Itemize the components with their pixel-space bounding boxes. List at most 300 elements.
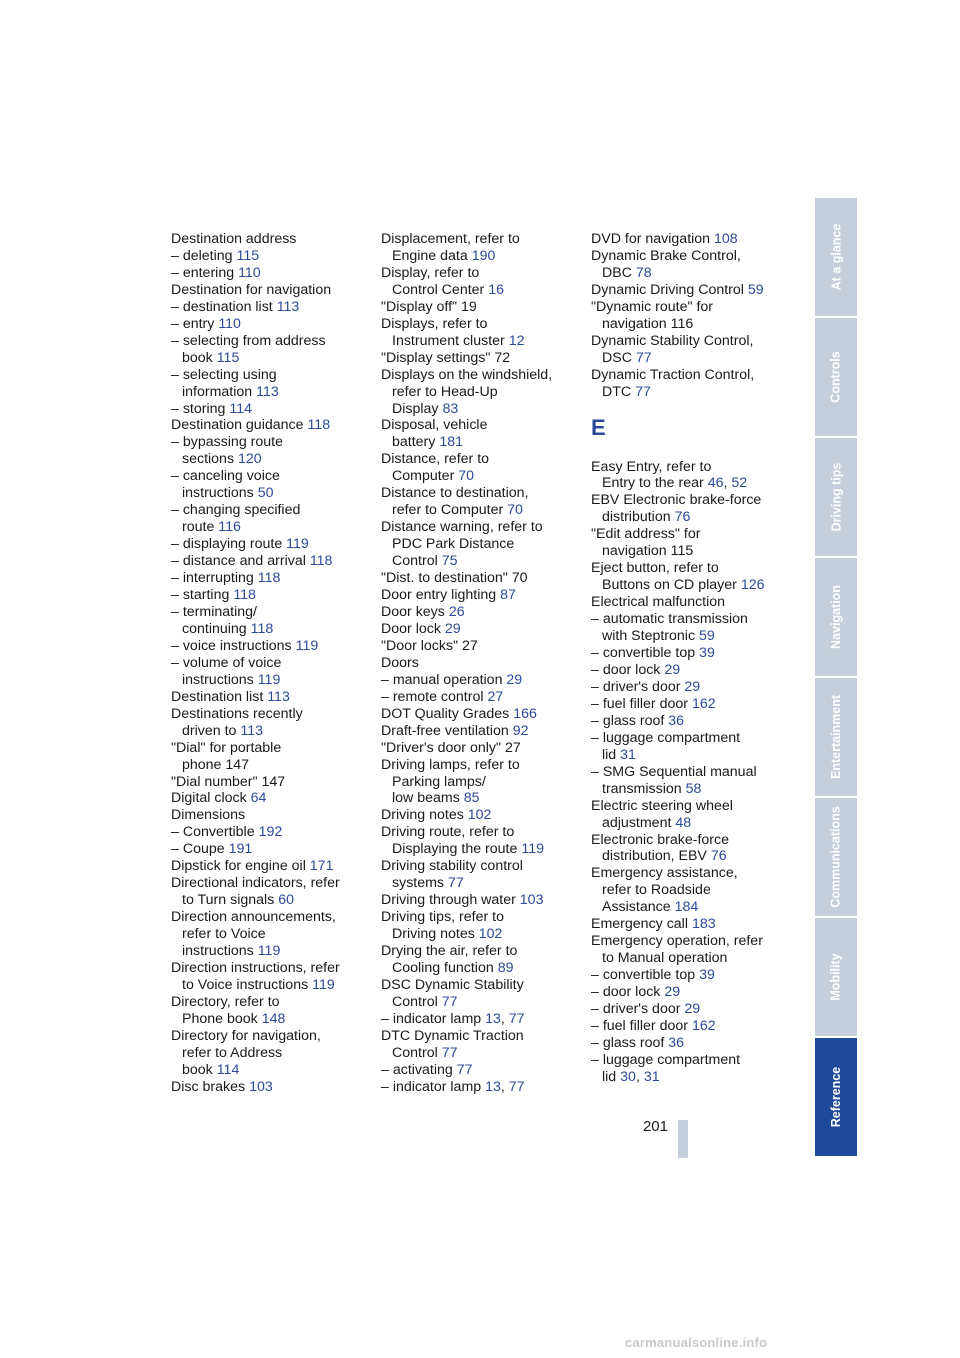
- page-link[interactable]: 78: [635, 264, 652, 281]
- page-link[interactable]: 29: [664, 661, 681, 678]
- index-entry: [171, 248, 371, 265]
- index-entry-text: Assistance: [602, 899, 671, 916]
- index-entry-text: "Display settings" 72: [381, 349, 511, 366]
- index-entry: [171, 333, 371, 350]
- index-entry-text: phone 147: [182, 756, 250, 773]
- index-entry: [171, 858, 371, 875]
- index-entry: [381, 316, 581, 333]
- index-entry: [171, 485, 371, 502]
- index-entry-text: refer to Voice: [182, 926, 266, 943]
- index-entry: [591, 577, 791, 594]
- index-entry: [591, 984, 791, 1001]
- index-entry: [591, 747, 791, 764]
- index-entry: – indicator lamp 13, 77: [381, 1010, 525, 1027]
- index-entry-text: – automatic transmission: [591, 611, 748, 628]
- index-entry-text: DSC: [602, 349, 632, 366]
- page-link[interactable]: 118: [250, 620, 274, 637]
- index-entry: [381, 807, 581, 824]
- index-entry: [591, 265, 791, 282]
- index-entry: [591, 594, 791, 611]
- page-link[interactable]: 77: [447, 875, 464, 892]
- index-entry: [171, 1045, 371, 1062]
- index-entry: [381, 333, 581, 350]
- index-entry: [381, 926, 581, 943]
- index-entry-text: book: [182, 1061, 213, 1078]
- index-entry: [381, 553, 581, 570]
- page-link[interactable]: 13: [485, 1078, 501, 1095]
- page-link[interactable]: 85: [463, 790, 480, 807]
- index-entry: [591, 1001, 791, 1018]
- index-entry-text: Direction instructions, refer: [171, 959, 340, 976]
- index-entry: [381, 994, 581, 1011]
- index-entry-text: – glass roof: [591, 712, 665, 729]
- index-entry-text: Directory for navigation,: [171, 1027, 321, 1044]
- page-link[interactable]: 162: [691, 1017, 716, 1034]
- index-entry-text: Driving tips, refer to: [381, 909, 504, 926]
- index-entry-text: DSC Dynamic Stability: [381, 976, 524, 993]
- index-entry: [591, 1052, 791, 1069]
- page-link[interactable]: 118: [257, 570, 281, 587]
- index-entry: [381, 1028, 581, 1045]
- page-link[interactable]: 59: [699, 628, 715, 645]
- index-entry-text: Parking lamps/: [392, 773, 486, 790]
- index-entry: [381, 434, 581, 451]
- index-entry-text: – destination list: [171, 298, 273, 315]
- page-link[interactable]: 190: [471, 247, 496, 264]
- index-entry-text: systems: [392, 875, 445, 892]
- index-entry: [171, 1079, 371, 1096]
- index-entry: [171, 655, 371, 672]
- index-entry: [171, 417, 371, 434]
- tab-driving-tips[interactable]: [815, 438, 857, 556]
- page-link[interactable]: 39: [699, 967, 715, 984]
- index-entry-text: DTC: [602, 383, 632, 400]
- page-link[interactable]: 70: [507, 502, 523, 519]
- page-link[interactable]: 116: [218, 519, 241, 536]
- index-entry-text: Electronic brake-force: [591, 831, 729, 848]
- index-entry: [591, 848, 791, 865]
- index-entry-text: refer to Computer: [392, 502, 504, 519]
- index-entry: [591, 231, 791, 248]
- index-entry: [171, 316, 371, 333]
- index-entry: [381, 689, 581, 706]
- page-link[interactable]: 77: [441, 993, 458, 1010]
- index-entry: [591, 798, 791, 815]
- footer-watermark: carmanualsonline.info: [625, 1335, 768, 1350]
- page-link[interactable]: 113: [240, 722, 263, 739]
- index-entry: [171, 367, 371, 384]
- index-entry: [591, 509, 791, 526]
- page-link[interactable]: 12: [508, 332, 525, 349]
- page-link[interactable]: 191: [228, 841, 253, 858]
- tab-mobility[interactable]: [815, 918, 857, 1036]
- tab-communications[interactable]: [815, 798, 857, 916]
- index-entry-text: – distance and arrival: [171, 553, 306, 570]
- page-number-bar: [678, 1120, 688, 1158]
- index-entry: [171, 502, 371, 519]
- index-entry-text: lid: [602, 1068, 617, 1085]
- index-entry-text: navigation 116: [602, 315, 694, 332]
- index-entry-text: refer to Address: [182, 1044, 283, 1061]
- index-entry: [171, 350, 371, 367]
- index-entry-text: Distance to destination,: [381, 485, 529, 502]
- index-entry-text: book: [182, 349, 213, 366]
- index-entry: [171, 740, 371, 757]
- index-entry: [171, 604, 371, 621]
- index-entry-text: navigation 115: [602, 543, 694, 560]
- index-entry-text: Easy Entry, refer to: [591, 458, 712, 475]
- page-link[interactable]: 114: [216, 1061, 240, 1078]
- index-entry-text: – luggage compartment: [591, 1051, 741, 1068]
- page-link[interactable]: 26: [448, 603, 465, 620]
- index-entry: [381, 519, 581, 536]
- index-entry: [381, 468, 581, 485]
- index-entry-text: distribution, EBV: [602, 848, 707, 865]
- page-link[interactable]: 110: [238, 264, 261, 281]
- index-entry-text: – voice instructions: [171, 637, 292, 654]
- page-link[interactable]: 46: [707, 475, 724, 492]
- index-entry: [381, 638, 581, 655]
- index-entry-text: – activating: [381, 1061, 453, 1078]
- index-entry: [171, 570, 371, 587]
- page-link[interactable]: 60: [278, 892, 295, 909]
- index-entry-text: Driving notes: [381, 807, 464, 824]
- index-entry: [381, 621, 581, 638]
- page-link[interactable]: 83: [442, 400, 459, 417]
- index-entry: [591, 916, 791, 933]
- page-link[interactable]: 184: [674, 899, 699, 916]
- index-entry: [381, 1062, 581, 1079]
- page-number: 201: [642, 1118, 668, 1135]
- index-entry: [591, 560, 791, 577]
- tab-label: Navigation: [829, 585, 843, 649]
- index-entry: [171, 824, 371, 841]
- index-entry-text: Door keys: [381, 603, 445, 620]
- page-link[interactable]: 148: [261, 1010, 286, 1027]
- index-entry: [591, 350, 791, 367]
- index-entry-text: – storing: [171, 400, 226, 417]
- index-entry: [591, 865, 791, 882]
- index-entry: [381, 841, 581, 858]
- index-entry-text: to Turn signals: [182, 892, 275, 909]
- index-entry-text: Draft-free ventilation: [381, 722, 509, 739]
- page-link[interactable]: 115: [216, 349, 240, 366]
- index-entry: [591, 1018, 791, 1035]
- index-entry: [171, 807, 371, 824]
- page-link[interactable]: 119: [521, 841, 544, 858]
- index-entry: [381, 774, 581, 791]
- page-link[interactable]: 29: [684, 678, 701, 695]
- index-entry-text: Door lock: [381, 620, 441, 637]
- index-entry-text: PDC Park Distance: [392, 536, 515, 553]
- index-entry-text: Phone book: [182, 1010, 258, 1027]
- index-entry: [171, 774, 371, 791]
- page-link[interactable]: 58: [685, 780, 702, 797]
- index-entry-text: Distance warning, refer to: [381, 519, 543, 536]
- tab-reference[interactable]: [815, 1038, 857, 1156]
- page-link[interactable]: 119: [286, 536, 309, 553]
- page-link[interactable]: 77: [508, 1078, 525, 1095]
- index-entry: [381, 706, 581, 723]
- index-entry: [591, 832, 791, 849]
- index-entry-text: Distance, refer to: [381, 451, 490, 468]
- page-link[interactable]: 119: [257, 671, 281, 688]
- index-entry: [591, 662, 791, 679]
- index-entry-text: Directional indicators, refer: [171, 875, 340, 892]
- page-link[interactable]: 102: [467, 807, 492, 824]
- index-entry-text: Emergency operation, refer: [591, 933, 763, 950]
- index-entry: Entry to the rear 46, 52: [602, 475, 748, 492]
- index-entry-text: Display: [392, 400, 439, 417]
- index-entry-text: Disc brakes: [171, 1078, 246, 1095]
- page-link[interactable]: 27: [487, 688, 504, 705]
- index-entry-text: Driving notes: [392, 926, 475, 943]
- index-entry-text: Cooling function: [392, 959, 494, 976]
- index-entry: [591, 611, 791, 628]
- index-entry: [381, 536, 581, 553]
- index-entry-text: – Convertible: [171, 824, 255, 841]
- index-entry: [171, 672, 371, 689]
- index-entry-text: Control: [392, 1044, 438, 1061]
- index-entry-text: Dynamic Driving Control: [591, 281, 744, 298]
- page-link[interactable]: 166: [513, 705, 537, 722]
- index-entry-text: – displaying route: [171, 536, 283, 553]
- index-entry: – indicator lamp 13, 77: [381, 1078, 525, 1095]
- page-link[interactable]: 31: [620, 746, 636, 763]
- index-entry: [381, 604, 581, 621]
- index-entry-text: – remote control: [381, 688, 484, 705]
- page-link[interactable]: 103: [519, 892, 544, 909]
- index-entry: [171, 536, 371, 553]
- tab-controls[interactable]: [815, 318, 857, 436]
- page-link[interactable]: 13: [485, 1010, 501, 1027]
- index-entry-text: Eject button, refer to: [591, 560, 719, 577]
- index-entry: [381, 570, 581, 587]
- section-tabs: [815, 198, 857, 1158]
- page-link[interactable]: 89: [497, 959, 514, 976]
- page-link[interactable]: 29: [664, 984, 681, 1001]
- index-entry-text: Engine data: [392, 247, 468, 264]
- index-entry-text: – indicator lamp: [381, 1078, 482, 1095]
- index-entry: [171, 723, 371, 740]
- index-entry: [171, 994, 371, 1011]
- index-entry-text: Dipstick for engine oil: [171, 858, 306, 875]
- page-link[interactable]: 120: [238, 451, 262, 468]
- index-entry: [171, 434, 371, 451]
- index-entry-text: instructions: [182, 485, 254, 502]
- page-link[interactable]: 16: [488, 281, 504, 298]
- page-link[interactable]: 92: [512, 722, 529, 739]
- tab-entertainment[interactable]: [815, 678, 857, 796]
- page-link[interactable]: 108: [714, 231, 738, 247]
- index-entry-text: Drying the air, refer to: [381, 943, 518, 960]
- index-entry-text: – Coupe: [171, 841, 225, 858]
- index-entry-text: Destination list: [171, 688, 264, 705]
- index-entry-text: Door entry lighting: [381, 587, 497, 604]
- index-entry-text: Display, refer to: [381, 264, 480, 281]
- page-link[interactable]: 77: [456, 1061, 473, 1078]
- index-entry-text: Destination guidance: [171, 417, 304, 434]
- page-link[interactable]: 77: [441, 1044, 458, 1061]
- page-link[interactable]: 114: [229, 400, 252, 417]
- index-entry: [591, 882, 791, 899]
- index-entry: [381, 1045, 581, 1062]
- index-entry: [591, 764, 791, 781]
- index-entry: [381, 960, 581, 977]
- page-link[interactable]: 103: [249, 1078, 273, 1095]
- tab-at-a-glance[interactable]: [815, 198, 857, 316]
- index-entry-text: – convertible top: [591, 967, 696, 984]
- index-entry-text: – selecting using: [171, 366, 277, 383]
- index-entry-text: Displays on the windshield,: [381, 366, 553, 383]
- page-link[interactable]: 119: [257, 943, 281, 960]
- page-link[interactable]: 29: [684, 1001, 701, 1018]
- index-entry-text: sections: [182, 451, 235, 468]
- index-entry-text: – fuel filler door: [591, 695, 688, 712]
- page-link[interactable]: 77: [635, 383, 651, 400]
- page-link[interactable]: 119: [295, 637, 319, 654]
- page-link[interactable]: 50: [257, 485, 274, 502]
- index-entry: [591, 384, 791, 401]
- index-entry: [591, 248, 791, 265]
- index-entry: [171, 977, 371, 994]
- index-column-3: [591, 231, 791, 1086]
- page-link[interactable]: 183: [691, 916, 716, 933]
- index-entry-text: refer to Head-Up: [392, 383, 498, 400]
- index-entry: [171, 553, 371, 570]
- page-link[interactable]: 171: [309, 858, 334, 875]
- index-entry: [381, 655, 581, 672]
- index-entry: [381, 875, 581, 892]
- index-entry-text: Displacement, refer to: [381, 231, 520, 247]
- index-entry-text: Control Center: [392, 281, 485, 298]
- page-link[interactable]: 162: [691, 695, 716, 712]
- page-link[interactable]: 87: [500, 587, 516, 604]
- page-link[interactable]: 102: [478, 926, 503, 943]
- index-entry: [381, 401, 581, 418]
- index-entry-text: Driving lamps, refer to: [381, 756, 520, 773]
- page-link[interactable]: 75: [441, 553, 458, 570]
- index-column-1: [171, 231, 371, 1096]
- index-entry: [591, 316, 791, 333]
- tab-navigation[interactable]: [815, 558, 857, 676]
- index-entry-text: – bypassing route: [171, 434, 283, 451]
- index-entry-text: Instrument cluster: [392, 332, 505, 349]
- index-entry-text: Displays, refer to: [381, 315, 488, 332]
- index-entry: [171, 875, 371, 892]
- index-entry-text: Disposal, vehicle: [381, 417, 488, 434]
- index-entry: [171, 519, 371, 536]
- index-entry-text: – driver's door: [591, 678, 681, 695]
- page-link[interactable]: 115: [236, 247, 260, 264]
- page-link[interactable]: 118: [307, 417, 331, 434]
- index-entry-text: with Steptronic: [602, 628, 696, 645]
- page-link[interactable]: 31: [643, 1068, 660, 1085]
- index-entry-text: – volume of voice: [171, 654, 282, 671]
- index-entry-text: DOT Quality Grades: [381, 705, 510, 722]
- index-entry-text: low beams: [392, 790, 460, 807]
- index-entry-text: – entering: [171, 264, 235, 281]
- page-link[interactable]: 113: [267, 688, 290, 705]
- page-link[interactable]: 30: [620, 1068, 636, 1085]
- page-link[interactable]: 113: [276, 298, 300, 315]
- page-link[interactable]: 76: [710, 848, 727, 865]
- index-entry-text: – door lock: [591, 661, 661, 678]
- page-link[interactable]: 36: [668, 712, 685, 729]
- index-entry-text: Dynamic Stability Control,: [591, 332, 754, 349]
- page-link[interactable]: 70: [458, 468, 475, 485]
- index-entry: [171, 621, 371, 638]
- index-entry-text: Electric steering wheel: [591, 797, 733, 814]
- index-entry: [171, 790, 371, 807]
- index-entry: [381, 384, 581, 401]
- index-entry-text: – entry: [171, 315, 215, 332]
- index-entry: [171, 265, 371, 282]
- index-entry-text: "Dial" for portable: [171, 739, 282, 756]
- index-entry: [591, 628, 791, 645]
- tab-label: At a glance: [829, 223, 843, 291]
- index-entry: [591, 950, 791, 967]
- page-link[interactable]: 36: [668, 1034, 685, 1051]
- index-entry-text: "Driver's door only" 27: [381, 739, 521, 756]
- index-entry: [381, 485, 581, 502]
- index-entry: [591, 333, 791, 350]
- index-entry: [171, 468, 371, 485]
- index-entry: [591, 696, 791, 713]
- page-link[interactable]: 59: [747, 281, 764, 298]
- index-entry: [591, 781, 791, 798]
- page-link[interactable]: 52: [731, 475, 748, 492]
- page-link[interactable]: 110: [218, 315, 241, 332]
- index-entry-text: information: [182, 383, 253, 400]
- index-entry: [171, 909, 371, 926]
- page-link[interactable]: 39: [699, 645, 715, 662]
- page-link[interactable]: 48: [675, 814, 692, 831]
- page-link[interactable]: 64: [250, 790, 267, 807]
- page-link[interactable]: 118: [233, 587, 256, 604]
- page-link[interactable]: 76: [674, 509, 691, 526]
- index-entry: [381, 757, 581, 774]
- page-link[interactable]: 118: [309, 553, 333, 570]
- index-group-e: [591, 459, 791, 1086]
- page-link[interactable]: 29: [444, 620, 461, 637]
- page-link[interactable]: 77: [635, 349, 652, 366]
- index-entry: [381, 282, 581, 299]
- index-entry: [171, 587, 371, 604]
- index-entry: [171, 638, 371, 655]
- index-entry-text: DVD for navigation: [591, 231, 711, 247]
- page-link[interactable]: 77: [508, 1010, 525, 1027]
- page-link[interactable]: 113: [256, 383, 279, 400]
- index-entry: [591, 713, 791, 730]
- page-link[interactable]: 181: [439, 434, 463, 451]
- index-entry-text: DTC Dynamic Traction: [381, 1027, 524, 1044]
- index-entry: [591, 526, 791, 543]
- index-entry-text: Doors: [381, 654, 419, 671]
- index-entry: [171, 1062, 371, 1079]
- page-link[interactable]: 29: [506, 671, 523, 688]
- index-entry-text: – starting: [171, 587, 230, 604]
- page-link[interactable]: 119: [312, 976, 335, 993]
- page-link[interactable]: 126: [740, 577, 765, 594]
- index-entry: [381, 451, 581, 468]
- index-entry: [381, 417, 581, 434]
- index-entry: [381, 858, 581, 875]
- page-link[interactable]: 192: [258, 824, 283, 841]
- index-entry: [381, 587, 581, 604]
- index-entry-text: DBC: [602, 264, 632, 281]
- index-entry: [171, 706, 371, 723]
